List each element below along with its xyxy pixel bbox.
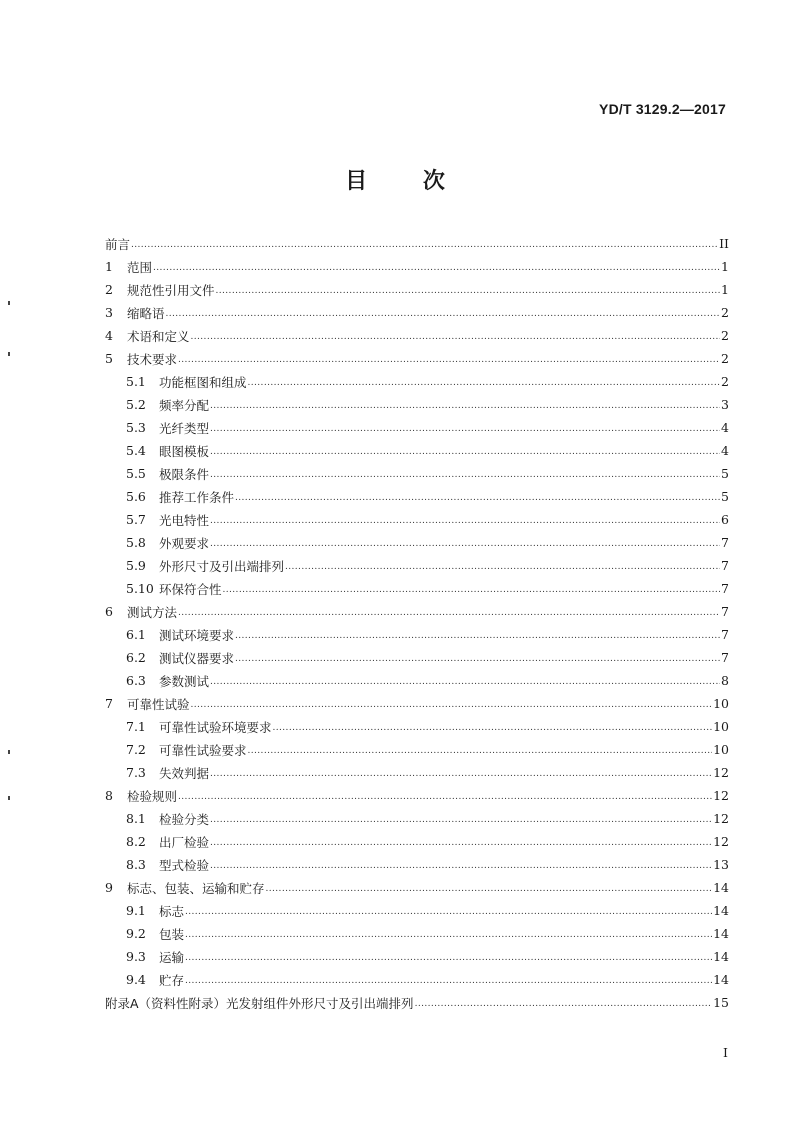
scan-mark <box>8 301 10 305</box>
toc-entry-label: 眼图模板 <box>159 443 210 459</box>
dot-leader <box>185 976 712 991</box>
toc-entry[interactable] <box>105 945 729 968</box>
dot-leader <box>210 861 712 876</box>
toc-entry-number: 5.1 <box>126 374 146 389</box>
toc-entry[interactable] <box>105 968 729 991</box>
toc-entry[interactable] <box>105 301 729 324</box>
toc-entry-label: 技术要求 <box>127 351 178 367</box>
toc-entry-number: 5.6 <box>126 489 146 504</box>
toc-entry-label: 运输 <box>159 949 185 965</box>
toc-entry-label: 出厂检验 <box>159 834 210 850</box>
toc-entry-label: 光纤类型 <box>159 420 210 436</box>
dot-leader <box>235 631 720 646</box>
dot-leader <box>248 378 721 393</box>
dot-leader <box>223 585 721 600</box>
toc-entry-page: 14 <box>713 903 729 918</box>
dot-leader <box>178 792 712 807</box>
dot-leader <box>210 470 720 485</box>
toc-entry-label: 检验分类 <box>159 811 210 827</box>
toc-entry[interactable] <box>105 830 729 853</box>
toc-entry-number: 5.8 <box>126 535 146 550</box>
toc-entry-label: 外形尺寸及引出端排列 <box>159 558 285 574</box>
toc-entry[interactable] <box>105 991 729 1014</box>
toc-entry-label: 前言 <box>105 236 131 252</box>
toc-entry[interactable] <box>105 623 729 646</box>
toc-entry-number: 9.4 <box>126 972 146 987</box>
toc-entry[interactable] <box>105 853 729 876</box>
toc-entry-page: 6 <box>721 512 729 527</box>
toc-entry-label: 外观要求 <box>159 535 210 551</box>
toc-entry-page: 10 <box>713 719 729 734</box>
toc-entry-label: 环保符合性 <box>159 581 222 597</box>
toc-entry-page: 3 <box>721 397 729 412</box>
toc-entry-label: 贮存 <box>159 972 185 988</box>
toc-entry-page: 8 <box>721 673 729 688</box>
toc-entry[interactable] <box>105 531 729 554</box>
toc-entry[interactable] <box>105 462 729 485</box>
dot-leader <box>210 447 720 462</box>
toc-entry[interactable] <box>105 370 729 393</box>
toc-entry-page: 12 <box>713 765 729 780</box>
toc-entry-page: 2 <box>721 351 729 366</box>
dot-leader <box>210 539 720 554</box>
scan-mark <box>8 750 10 754</box>
toc-entry-number: 7.1 <box>126 719 146 734</box>
toc-entry[interactable] <box>105 715 729 738</box>
dot-leader <box>185 930 712 945</box>
toc-entry-number: 5.5 <box>126 466 146 481</box>
dot-leader <box>185 953 712 968</box>
dot-leader <box>216 286 721 301</box>
scan-mark <box>8 796 10 800</box>
toc-entry[interactable] <box>105 439 729 462</box>
toc-entry-number: 9.1 <box>126 903 146 918</box>
toc-entry-label: 标志 <box>159 903 185 919</box>
toc-entry[interactable] <box>105 324 729 347</box>
toc-entry-number: 1 <box>105 259 113 274</box>
toc-entry-label: 频率分配 <box>159 397 210 413</box>
toc-entry-page: 7 <box>721 581 729 596</box>
toc-entry-number: 5.4 <box>126 443 146 458</box>
dot-leader <box>210 838 712 853</box>
toc-entry-number: 5.3 <box>126 420 146 435</box>
toc-entry[interactable] <box>105 807 729 830</box>
toc-entry-page: 7 <box>721 627 729 642</box>
toc-entry-page: 1 <box>721 259 729 274</box>
toc-entry-page: 12 <box>713 788 729 803</box>
toc-entry-number: 5 <box>105 351 113 366</box>
dot-leader <box>210 516 720 531</box>
dot-leader <box>178 355 720 370</box>
toc-entry-label: 失效判据 <box>159 765 210 781</box>
toc-entry[interactable] <box>105 669 729 692</box>
dot-leader <box>131 240 718 255</box>
toc-entry[interactable] <box>105 692 729 715</box>
toc-entry-label: 可靠性试验环境要求 <box>159 719 272 735</box>
toc-entry-page: II <box>719 236 729 251</box>
toc-entry-page: 5 <box>721 466 729 481</box>
toc-entry-label: 包装 <box>159 926 185 942</box>
dot-leader <box>210 424 720 439</box>
toc-entry-number: 2 <box>105 282 113 297</box>
toc-entry-number: 8.3 <box>126 857 146 872</box>
dot-leader <box>210 769 712 784</box>
toc-entry-number: 6.2 <box>126 650 146 665</box>
toc-entry-page: 7 <box>721 604 729 619</box>
toc-entry[interactable] <box>105 876 729 899</box>
toc-entry-number: 7.2 <box>126 742 146 757</box>
toc-entry[interactable] <box>105 485 729 508</box>
toc-entry-label: 测试方法 <box>127 604 178 620</box>
toc-entry-page: 10 <box>713 742 729 757</box>
toc-entry[interactable] <box>105 416 729 439</box>
toc-entry-page: 4 <box>721 443 729 458</box>
toc-entry-number: 5.2 <box>126 397 146 412</box>
toc-entry[interactable] <box>105 646 729 669</box>
toc-entry-number: 9.2 <box>126 926 146 941</box>
table-of-contents <box>105 232 729 1014</box>
toc-entry-number: 5.7 <box>126 512 146 527</box>
toc-entry-page: 14 <box>713 949 729 964</box>
toc-entry-number: 4 <box>105 328 113 343</box>
toc-entry-page: 7 <box>721 558 729 573</box>
toc-entry[interactable] <box>105 761 729 784</box>
toc-entry-label: 可靠性试验要求 <box>159 742 247 758</box>
document-code: YD/T 3129.2—2017 <box>599 101 726 117</box>
toc-entry-label: 规范性引用文件 <box>127 282 215 298</box>
scan-mark <box>8 352 10 356</box>
toc-entry[interactable] <box>105 554 729 577</box>
dot-leader <box>191 700 713 715</box>
toc-entry-number: 5.9 <box>126 558 146 573</box>
dot-leader <box>235 493 720 508</box>
toc-entry[interactable] <box>105 232 729 255</box>
toc-title: 目 次 <box>345 169 447 194</box>
toc-entry-page: 14 <box>713 972 729 987</box>
toc-entry-page: 2 <box>721 374 729 389</box>
toc-entry[interactable] <box>105 278 729 301</box>
toc-entry-label: 范围 <box>127 259 153 275</box>
toc-entry-page: 15 <box>713 995 729 1010</box>
toc-entry-page: 5 <box>721 489 729 504</box>
toc-entry-label: 附录A（资料性附录）光发射组件外形尺寸及引出端排列 <box>105 995 414 1011</box>
toc-entry-label: 测试环境要求 <box>159 627 235 643</box>
toc-entry-label: 参数测试 <box>159 673 210 689</box>
toc-entry-page: 1 <box>721 282 729 297</box>
toc-entry[interactable] <box>105 393 729 416</box>
toc-entry-label: 极限条件 <box>159 466 210 482</box>
toc-entry-label: 光电特性 <box>159 512 210 528</box>
dot-leader <box>153 263 720 278</box>
toc-entry-label: 型式检验 <box>159 857 210 873</box>
toc-entry-page: 12 <box>713 834 729 849</box>
toc-entry-page: 14 <box>713 926 729 941</box>
toc-entry[interactable] <box>105 347 729 370</box>
toc-entry-page: 4 <box>721 420 729 435</box>
toc-entry-number: 9 <box>105 880 113 895</box>
dot-leader <box>415 999 713 1014</box>
toc-entry[interactable] <box>105 577 729 600</box>
toc-entry[interactable] <box>105 899 729 922</box>
dot-leader <box>235 654 720 669</box>
toc-entry-number: 8 <box>105 788 113 803</box>
toc-entry-page: 7 <box>721 535 729 550</box>
toc-entry[interactable] <box>105 922 729 945</box>
toc-entry-page: 2 <box>721 328 729 343</box>
toc-entry-number: 5.10 <box>126 581 154 596</box>
toc-entry[interactable] <box>105 255 729 278</box>
dot-leader <box>210 401 720 416</box>
dot-leader <box>191 332 721 347</box>
toc-entry-label: 标志、包装、运输和贮存 <box>127 880 265 896</box>
toc-entry-label: 功能框图和组成 <box>159 374 247 390</box>
toc-entry-number: 3 <box>105 305 113 320</box>
toc-entry-label: 推荐工作条件 <box>159 489 235 505</box>
toc-entry-number: 8.2 <box>126 834 146 849</box>
toc-entry-page: 13 <box>713 857 729 872</box>
toc-entry[interactable] <box>105 600 729 623</box>
toc-entry-page: 14 <box>713 880 729 895</box>
toc-entry-label: 可靠性试验 <box>127 696 190 712</box>
toc-entry-page: 7 <box>721 650 729 665</box>
toc-entry-label: 检验规则 <box>127 788 178 804</box>
toc-entry-label: 测试仪器要求 <box>159 650 235 666</box>
toc-entry-number: 6.3 <box>126 673 146 688</box>
toc-entry-page: 10 <box>713 696 729 711</box>
toc-entry-page: 2 <box>721 305 729 320</box>
toc-entry-label: 术语和定义 <box>127 328 190 344</box>
toc-entry[interactable] <box>105 784 729 807</box>
toc-entry[interactable] <box>105 738 729 761</box>
toc-entry-number: 7.3 <box>126 765 146 780</box>
toc-entry-page: 12 <box>713 811 729 826</box>
dot-leader <box>185 907 712 922</box>
dot-leader <box>266 884 713 899</box>
dot-leader <box>178 608 720 623</box>
toc-entry-number: 6.1 <box>126 627 146 642</box>
dot-leader <box>248 746 713 761</box>
dot-leader <box>210 677 720 692</box>
toc-entry-number: 6 <box>105 604 113 619</box>
dot-leader <box>166 309 721 324</box>
toc-entry-number: 7 <box>105 696 113 711</box>
page-number: I <box>723 1045 728 1060</box>
toc-entry-number: 8.1 <box>126 811 146 826</box>
dot-leader <box>273 723 713 738</box>
dot-leader <box>210 815 712 830</box>
toc-entry[interactable] <box>105 508 729 531</box>
toc-entry-number: 9.3 <box>126 949 146 964</box>
dot-leader <box>285 562 720 577</box>
toc-entry-label: 缩略语 <box>127 305 165 321</box>
